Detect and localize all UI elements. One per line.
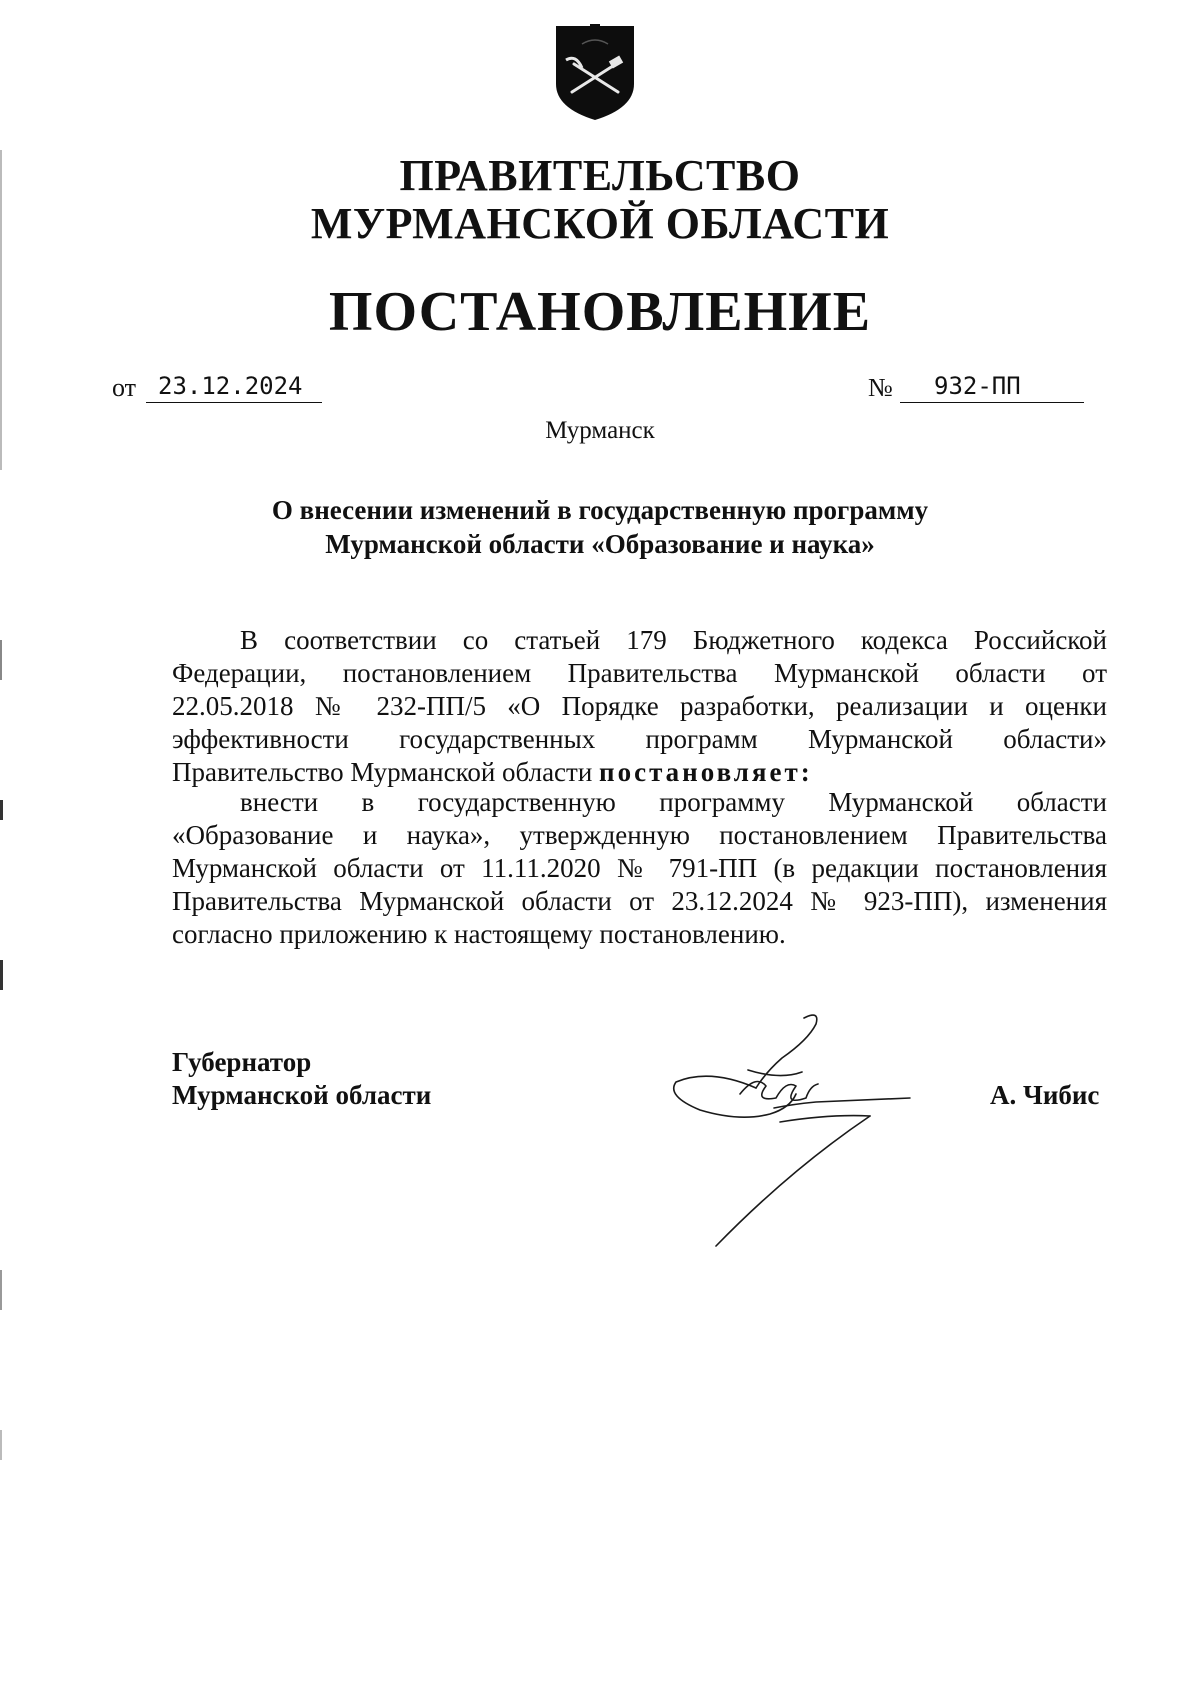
text-line: В соответствии со статьей 179 Бюджетного кодекса Российской: [240, 625, 1107, 655]
text-fragment: Правительство Мурманской области: [172, 757, 600, 787]
text-line: «Образование и наука», утвержденную постановлением Правительства: [172, 820, 1107, 850]
resolution-verb: постановляет:: [599, 757, 813, 787]
government-title-line-2: МУРМАНСКОЙ ОБЛАСТИ: [310, 199, 890, 248]
subject-line-2: Мурманской области «Образование и наука»: [325, 529, 875, 559]
signer-title: [172, 1046, 431, 1112]
paragraph-resolution: [172, 786, 1107, 951]
text-line: Федерации, постановлением Правительства Мурманской области от: [172, 658, 1107, 688]
handwritten-signature: [670, 1010, 950, 1260]
document-number: 932-ПП: [900, 370, 1084, 403]
paragraph-preamble: [172, 624, 1107, 789]
text-line: Правительства Мурманской области от 23.12.2024 № 923-ПП), изменения: [172, 886, 1107, 916]
text-line: согласно приложению к настоящему постановлению.: [172, 919, 786, 949]
text-line: 22.05.2018 № 232-ПП/5 «О Порядке разработки, реализации и оценки: [172, 691, 1107, 721]
document-date: 23.12.2024: [146, 370, 322, 403]
signer-title-line-1: Губернатор: [172, 1047, 312, 1077]
scan-edge-marks: [0, 0, 6, 1691]
text-line: эффективности государственных программ Мурманской области»: [172, 724, 1107, 754]
text-line: внести в государственную программу Мурманской области: [240, 787, 1107, 817]
number-prefix: №: [868, 373, 893, 402]
signer-name: А. Чибис: [990, 1080, 1100, 1110]
city-name: Мурманск: [545, 417, 655, 444]
document-type-heading: ПОСТАНОВЛЕНИЕ: [328, 281, 872, 343]
subject-line-1: О внесении изменений в государственную программу: [271, 495, 929, 525]
government-title-line-1: ПРАВИТЕЛЬСТВО: [399, 151, 801, 200]
coat-of-arms-icon: [552, 22, 638, 122]
text-line: [172, 756, 1107, 789]
signer-title-line-2: Мурманской области: [172, 1080, 432, 1110]
date-prefix: от: [112, 373, 137, 402]
text-line: Мурманской области от 11.11.2020 № 791-ПП (в редакции постановления: [172, 853, 1107, 883]
